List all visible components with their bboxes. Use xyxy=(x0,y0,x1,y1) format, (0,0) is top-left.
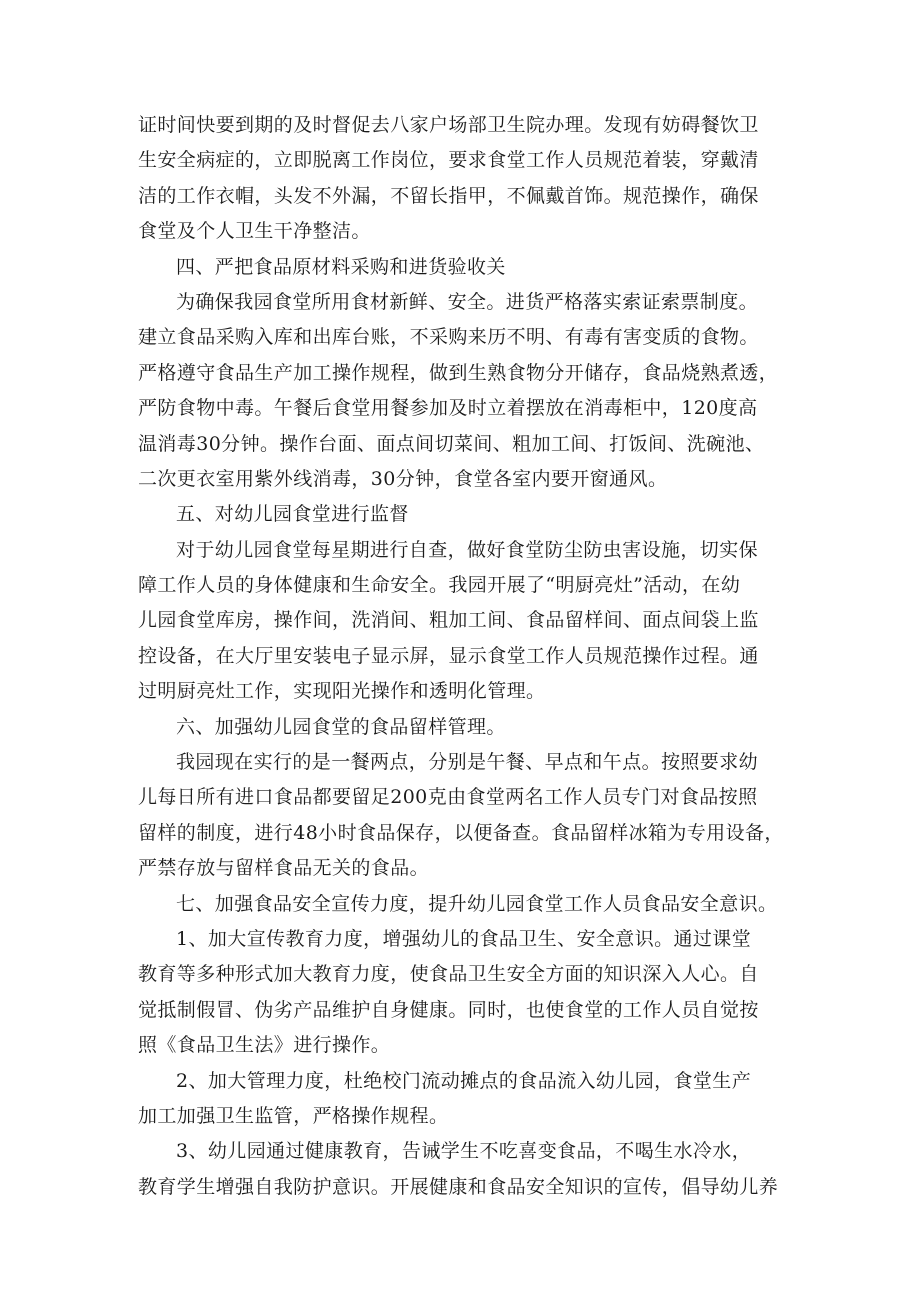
text-line: 严格遵守食品生产加工操作规程，做到生熟食物分开储存，食品烧熟煮透， xyxy=(138,361,779,384)
section-heading-6: 六、加强幼儿园食堂的食品留样管理。 xyxy=(176,715,506,738)
text-line: 加工加强卫生监管，严格操作规程。 xyxy=(138,1104,449,1127)
text-line: 教育等多种形式加大教育力度，使食品卫生安全方面的知识深入人心。自 xyxy=(138,963,759,986)
text-line: 严禁存放与留样食品无关的食品。 xyxy=(138,857,430,880)
document-page xyxy=(138,108,793,1205)
text-line: 温消毒30分钟。操作台面、面点间切菜间、粗加工间、打饭间、洗碗池、 xyxy=(138,432,765,455)
paragraph-start: 我园现在实行的是一餐两点，分别是午餐、早点和午点。按照要求幼 xyxy=(176,751,759,774)
text-line: 儿园食堂库房，操作间，洗消间、粗加工间、食品留样间、面点间袋上监 xyxy=(138,609,759,632)
text-line: 食堂及个人卫生干净整洁。 xyxy=(138,220,371,243)
text-line: 严防食物中毒。午餐后食堂用餐参加及时立着摆放在消毒柜中，120度高 xyxy=(138,397,758,420)
text-line: 觉抵制假冒、伪劣产品维护自身健康。同时，也使食堂的工作人员自觉按 xyxy=(138,998,759,1021)
section-heading-7: 七、加强食品安全宣传力度，提升幼儿园食堂工作人员食品安全意识。 xyxy=(176,892,778,915)
text-line: 证时间快要到期的及时督促去八家户场部卫生院办理。发现有妨碍餐饮卫 xyxy=(138,114,759,136)
section-heading-4: 四、严把食品原材料采购和进货验收关 xyxy=(176,255,506,278)
text-line: 建立食品采购入库和出库台账，不采购来历不明、有毒有害变质的食物。 xyxy=(138,326,759,349)
text-line: 障工作人员的身体健康和生命安全。我园开展了“明厨亮灶”活动，在幼 xyxy=(138,574,741,597)
paragraph-start: 为确保我园食堂所用食材新鲜、安全。进货严格落实索证索票制度。 xyxy=(176,290,759,313)
text-line: 过明厨亮灶工作，实现阳光操作和透明化管理。 xyxy=(138,680,546,703)
paragraph-start: 2、加大管理力度，杜绝校门流动摊点的食品流入幼儿园，食堂生产 xyxy=(176,1069,752,1092)
section-heading-5: 五、对幼儿园食堂进行监督 xyxy=(176,503,409,526)
text-line: 生安全病症的，立即脱离工作岗位，要求食堂工作人员规范着装，穿戴清 xyxy=(138,149,759,172)
text-line: 留样的制度，进行48小时食品保存，以便备查。食品留样冰箱为专用设备， xyxy=(138,821,784,844)
text-line: 教育学生增强自我防护意识。开展健康和食品安全知识的宣传，倡导幼儿养 xyxy=(138,1175,779,1198)
paragraph-start: 1、加大宣传教育力度，增强幼儿的食品卫生、安全意识。通过课堂 xyxy=(176,927,752,950)
text-line: 控设备，在大厅里安装电子显示屏，显示食堂工作人员规范操作过程。通 xyxy=(138,644,759,667)
text-line: 二次更衣室用紫外线消毒，30分钟，食堂各室内要开窗通风。 xyxy=(138,467,668,490)
paragraph-start: 3、幼儿园通过健康教育，告诫学生不吃喜变食品，不喝生水冷水， xyxy=(176,1140,752,1163)
text-line: 儿每日所有进口食品都要留足200克由食堂两名工作人员专门对食品按照 xyxy=(138,786,758,809)
text-line: 洁的工作衣帽，头发不外漏，不留长指甲，不佩戴首饰。规范操作，确保 xyxy=(138,184,759,207)
paragraph-start: 对于幼儿园食堂每星期进行自查，做好食堂防尘防虫害设施，切实保 xyxy=(176,538,759,561)
text-line: 照《食品卫生法》进行操作。 xyxy=(138,1034,391,1057)
